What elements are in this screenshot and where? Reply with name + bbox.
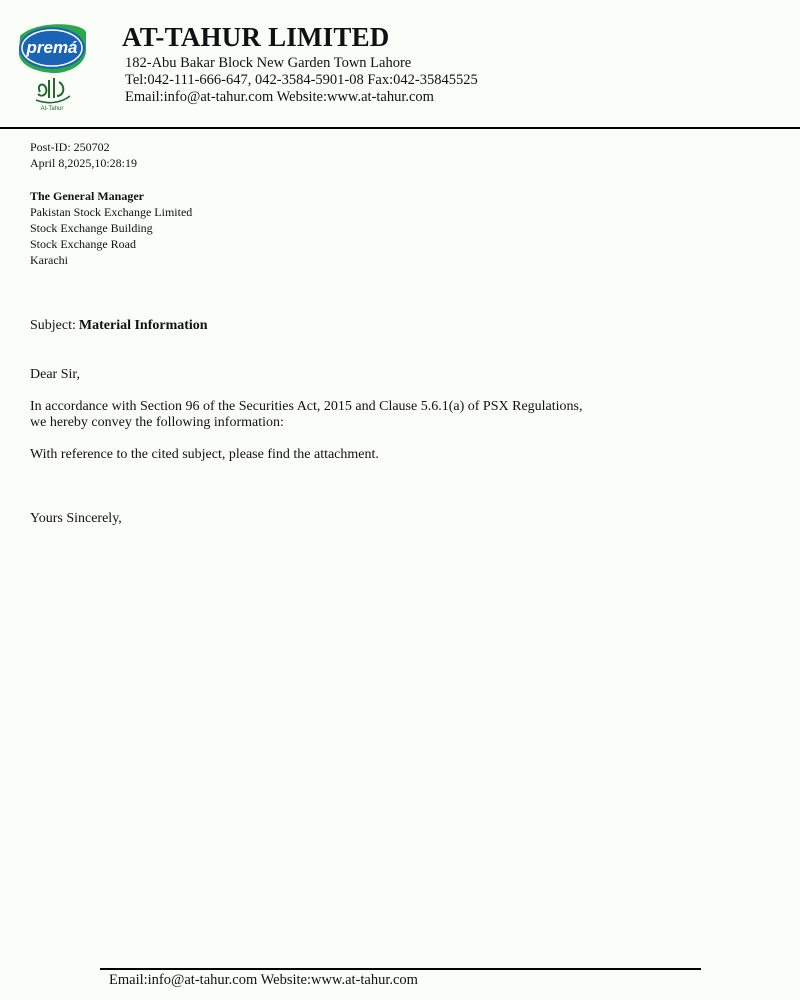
subject-line — [30, 318, 208, 334]
logo-subtext: At-Tahur — [40, 106, 64, 112]
recipient-title: The General Manager — [30, 189, 144, 203]
footer-contact: Email:info@at-tahur.com Website:www.at-tahur.com — [109, 972, 418, 988]
body-paragraph-attachment: With reference to the cited subject, please find the attachment. — [30, 447, 379, 462]
post-id: Post-ID: 250702 — [30, 140, 110, 154]
company-name: AT-TAHUR LIMITED — [122, 22, 390, 52]
company-phone-fax: Tel:042-111-666-647, 042-3584-5901-08 Fax:042-35845525 — [125, 72, 478, 88]
closing: Yours Sincerely, — [30, 511, 122, 526]
subject-text: Material Information — [78, 318, 208, 333]
prema-logo-icon — [16, 22, 90, 114]
recipient-line: Karachi — [30, 253, 68, 267]
company-address: 182-Abu Bakar Block New Garden Town Lahore — [125, 55, 412, 71]
recipient-line: Stock Exchange Building — [30, 221, 153, 235]
subject-label: Subject: — [30, 318, 76, 333]
header-divider — [0, 127, 800, 129]
body-paragraph — [30, 399, 670, 431]
logo-wordmark: premá — [26, 38, 78, 57]
body-paragraph-line: In accordance with Section 96 of the Securities Act, 2015 and Clause 5.6.1(a) of PSX Regulations, — [30, 399, 583, 414]
salutation: Dear Sir, — [30, 367, 80, 382]
company-email-website: Email:info@at-tahur.com Website:www.at-tahur.com — [125, 89, 434, 105]
post-meta — [30, 139, 137, 171]
letterhead — [0, 0, 800, 128]
company-logo — [16, 22, 90, 114]
recipient-line: Stock Exchange Road — [30, 237, 136, 251]
post-datetime: April 8,2025,10:28:19 — [30, 156, 137, 170]
recipient-address — [30, 188, 192, 268]
body-paragraph-line: we hereby convey the following information: — [30, 415, 284, 430]
footer-divider — [100, 968, 701, 970]
recipient-line: Pakistan Stock Exchange Limited — [30, 205, 193, 219]
